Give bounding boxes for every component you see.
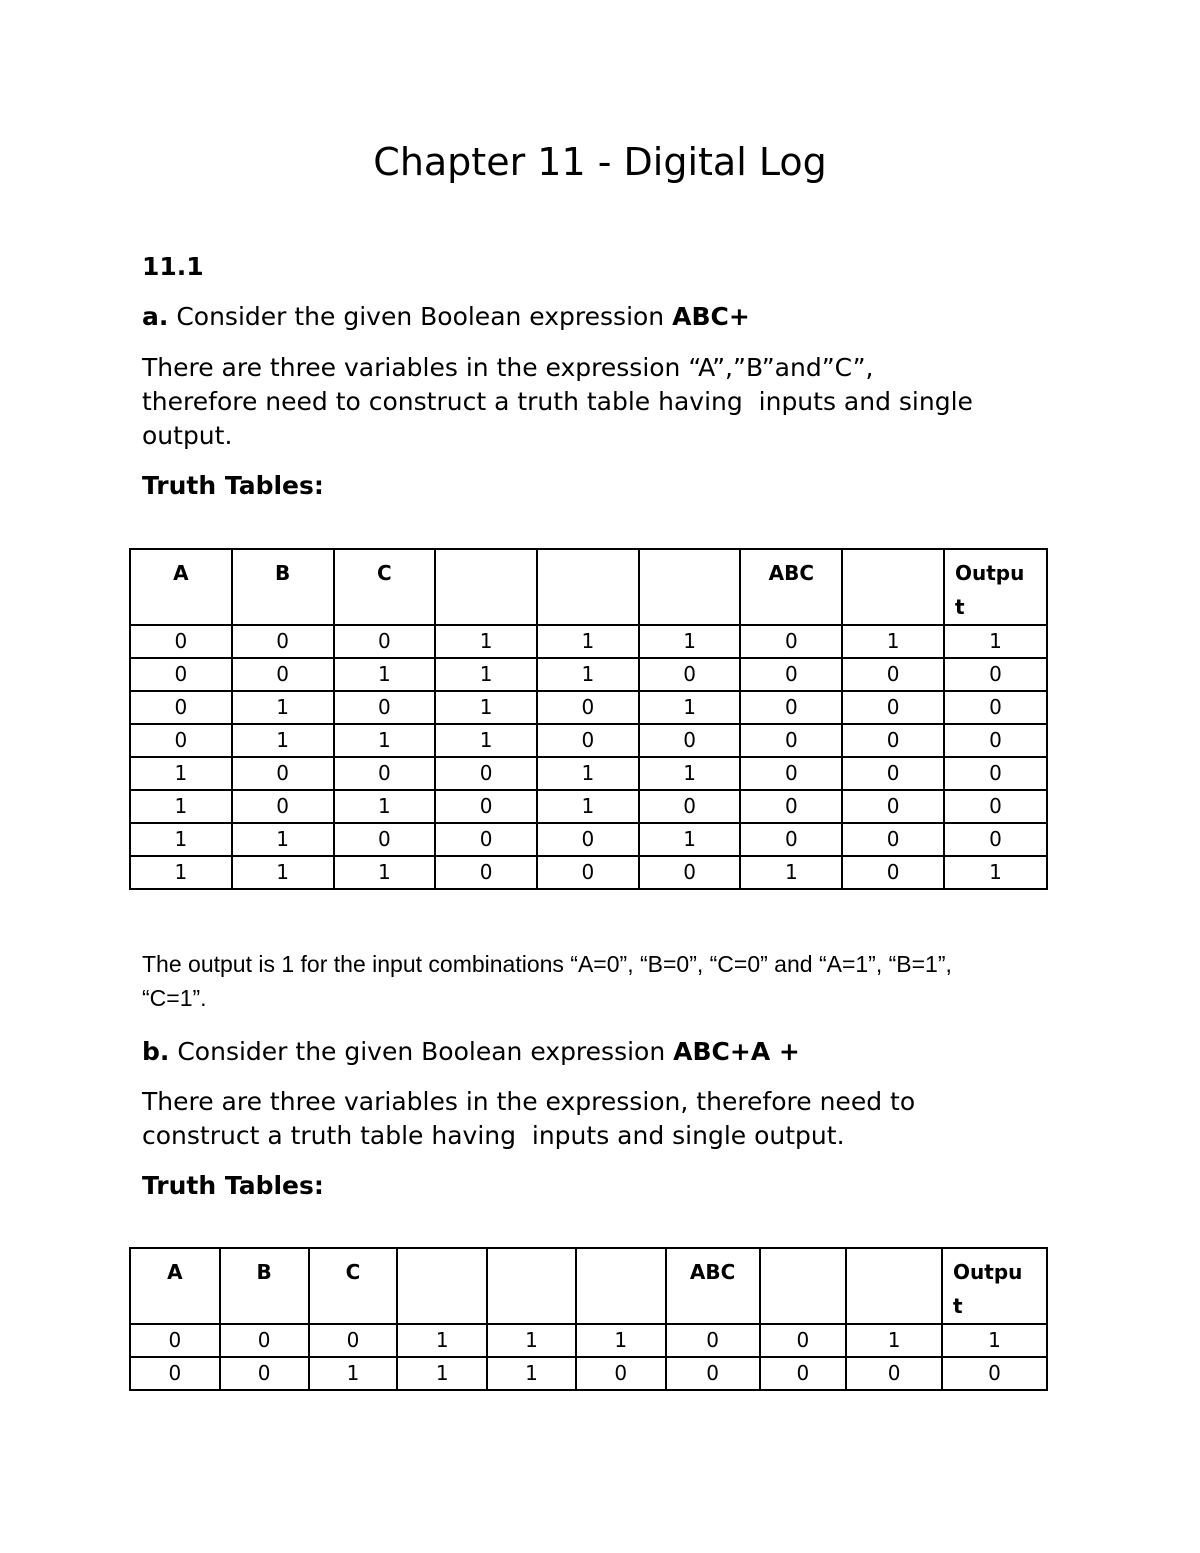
table-cell: 0 (220, 1357, 309, 1390)
table-cell: 0 (334, 625, 436, 658)
table-row (130, 691, 1047, 724)
table-cell: 0 (760, 1324, 847, 1357)
table-cell: 0 (760, 1357, 847, 1390)
table-cell: 0 (435, 757, 537, 790)
table-cell: 1 (232, 856, 334, 889)
table-cell: 0 (944, 790, 1047, 823)
table-cell: 0 (842, 658, 944, 691)
table-cell: 0 (842, 691, 944, 724)
table-header-cell (397, 1248, 487, 1324)
truth-table-b (129, 1247, 1048, 1391)
table-cell: 1 (130, 823, 232, 856)
table-header-cell: ABC (666, 1248, 760, 1324)
part-b-intro: Consider the given Boolean expression (169, 1037, 674, 1066)
table-cell: 1 (639, 823, 741, 856)
table-cell: 1 (639, 757, 741, 790)
table-cell: 1 (639, 625, 741, 658)
table-cell: 0 (130, 1357, 220, 1390)
table-cell: 1 (232, 823, 334, 856)
part-a-intro: Consider the given Boolean expression (168, 302, 673, 331)
table-cell: 0 (846, 1357, 942, 1390)
table-cell: 1 (944, 625, 1047, 658)
table-cell: 0 (537, 691, 639, 724)
table-cell: 0 (944, 757, 1047, 790)
table-header-cell (846, 1248, 942, 1324)
part-b-label: b. (142, 1037, 170, 1066)
table-cell: 0 (334, 823, 436, 856)
table-header-cell (576, 1248, 666, 1324)
table-header-cell: B (232, 549, 334, 625)
table-cell: 0 (130, 625, 232, 658)
table-cell: 1 (435, 724, 537, 757)
table-cell: 1 (435, 625, 537, 658)
table-cell: 0 (232, 658, 334, 691)
table-cell: 1 (537, 625, 639, 658)
table-row (130, 625, 1047, 658)
part-b-statement (142, 1035, 1072, 1069)
table-cell: 1 (130, 790, 232, 823)
table-header-cell: Outpu t (944, 549, 1047, 625)
table-cell: 0 (740, 691, 842, 724)
table-cell: 1 (942, 1324, 1047, 1357)
table-cell: 1 (334, 856, 436, 889)
table-cell: 0 (435, 823, 537, 856)
table-header-cell (487, 1248, 576, 1324)
table-cell: 0 (537, 724, 639, 757)
part-a-label: a. (142, 302, 169, 331)
part-b-line-2: construct a truth table having inputs and single output. (142, 1121, 845, 1150)
table-cell: 0 (232, 790, 334, 823)
table-cell: 0 (740, 724, 842, 757)
table-cell: 0 (740, 757, 842, 790)
table-cell: 0 (130, 658, 232, 691)
table-cell: 0 (334, 691, 436, 724)
table-cell: 0 (435, 856, 537, 889)
table-cell: 0 (842, 790, 944, 823)
table-cell: 1 (944, 856, 1047, 889)
table-cell: 0 (639, 790, 741, 823)
table-cell: 0 (639, 856, 741, 889)
table-cell: 0 (220, 1324, 309, 1357)
table-cell: 0 (130, 1324, 220, 1357)
table-cell: 1 (537, 658, 639, 691)
table-cell: 0 (842, 823, 944, 856)
table-cell: 1 (130, 856, 232, 889)
table-cell: 0 (942, 1357, 1047, 1390)
table-header-cell (537, 549, 639, 625)
table-cell: 0 (944, 658, 1047, 691)
table-header-cell (435, 549, 537, 625)
note-line-1: The output is 1 for the input combinations “A=0”, “B=0”, “C=0” and “A=1”, “B=1”, (142, 951, 952, 977)
table-cell: 1 (397, 1324, 487, 1357)
table-cell: 0 (537, 823, 639, 856)
part-a-output-note (142, 947, 1082, 1015)
part-a-line-3: output. (142, 421, 233, 450)
table-cell: 0 (944, 691, 1047, 724)
table-cell: 1 (309, 1357, 398, 1390)
table-cell: 0 (842, 757, 944, 790)
truth-table-a (129, 548, 1048, 890)
table-row (130, 1324, 1047, 1357)
table-cell: 0 (232, 625, 334, 658)
table-row (130, 790, 1047, 823)
table-row (130, 757, 1047, 790)
table-cell: 1 (397, 1357, 487, 1390)
table-cell: 0 (944, 724, 1047, 757)
part-a-paragraph (142, 351, 1072, 453)
table-header-row (130, 549, 1047, 625)
table-cell: 1 (487, 1324, 576, 1357)
table-cell: 0 (740, 658, 842, 691)
table-header-cell: C (309, 1248, 398, 1324)
table-row (130, 1357, 1047, 1390)
table-header-row (130, 1248, 1047, 1324)
table-header-cell (760, 1248, 847, 1324)
table-row (130, 856, 1047, 889)
part-a-expression: ABC+ (672, 302, 750, 331)
table-cell: 0 (232, 757, 334, 790)
table-cell: 0 (130, 724, 232, 757)
table-header-cell: C (334, 549, 436, 625)
part-a-line-2: therefore need to construct a truth table having inputs and single (142, 387, 973, 416)
table-cell: 0 (435, 790, 537, 823)
table-header-cell: Outpu t (942, 1248, 1047, 1324)
table-cell: 0 (740, 625, 842, 658)
table-cell: 1 (537, 790, 639, 823)
part-b-line-1: There are three variables in the expression, therefore need to (142, 1087, 916, 1116)
table-cell: 1 (842, 625, 944, 658)
table-cell: 0 (740, 790, 842, 823)
table-cell: 0 (639, 658, 741, 691)
table-cell: 1 (846, 1324, 942, 1357)
table-cell: 1 (487, 1357, 576, 1390)
table-header-cell: A (130, 1248, 220, 1324)
table-cell: 1 (232, 724, 334, 757)
table-header-cell: B (220, 1248, 309, 1324)
table-cell: 0 (666, 1324, 760, 1357)
table-cell: 1 (740, 856, 842, 889)
note-line-2: “C=1”. (142, 985, 207, 1011)
table-header-cell (842, 549, 944, 625)
part-b-expression: ABC+A + (673, 1037, 800, 1066)
page-title: Chapter 11 - Digital Log (373, 140, 827, 184)
table-header-cell: ABC (740, 549, 842, 625)
table-row (130, 823, 1047, 856)
table-row (130, 724, 1047, 757)
table-cell: 1 (334, 658, 436, 691)
table-cell: 1 (639, 691, 741, 724)
table-cell: 0 (576, 1357, 666, 1390)
table-cell: 1 (232, 691, 334, 724)
table-cell: 0 (740, 823, 842, 856)
part-a-line-1: There are three variables in the expression “A”,”B”and”C”, (142, 353, 874, 382)
table-cell: 0 (537, 856, 639, 889)
part-b-tables-heading: Truth Tables: (142, 1171, 324, 1200)
table-cell: 0 (334, 757, 436, 790)
table-cell: 1 (334, 790, 436, 823)
table-cell: 0 (842, 856, 944, 889)
table-cell: 0 (130, 691, 232, 724)
table-cell: 1 (537, 757, 639, 790)
table-cell: 0 (639, 724, 741, 757)
table-header-cell: A (130, 549, 232, 625)
table-header-cell (639, 549, 741, 625)
table-cell: 1 (130, 757, 232, 790)
table-cell: 0 (666, 1357, 760, 1390)
section-number: 11.1 (142, 252, 204, 281)
table-row (130, 658, 1047, 691)
table-cell: 0 (309, 1324, 398, 1357)
table-cell: 1 (435, 691, 537, 724)
table-cell: 1 (576, 1324, 666, 1357)
part-a-statement (142, 300, 1072, 334)
table-cell: 1 (334, 724, 436, 757)
table-cell: 0 (944, 823, 1047, 856)
part-b-paragraph (142, 1085, 1072, 1153)
table-cell: 1 (435, 658, 537, 691)
part-a-tables-heading: Truth Tables: (142, 471, 324, 500)
table-cell: 0 (842, 724, 944, 757)
